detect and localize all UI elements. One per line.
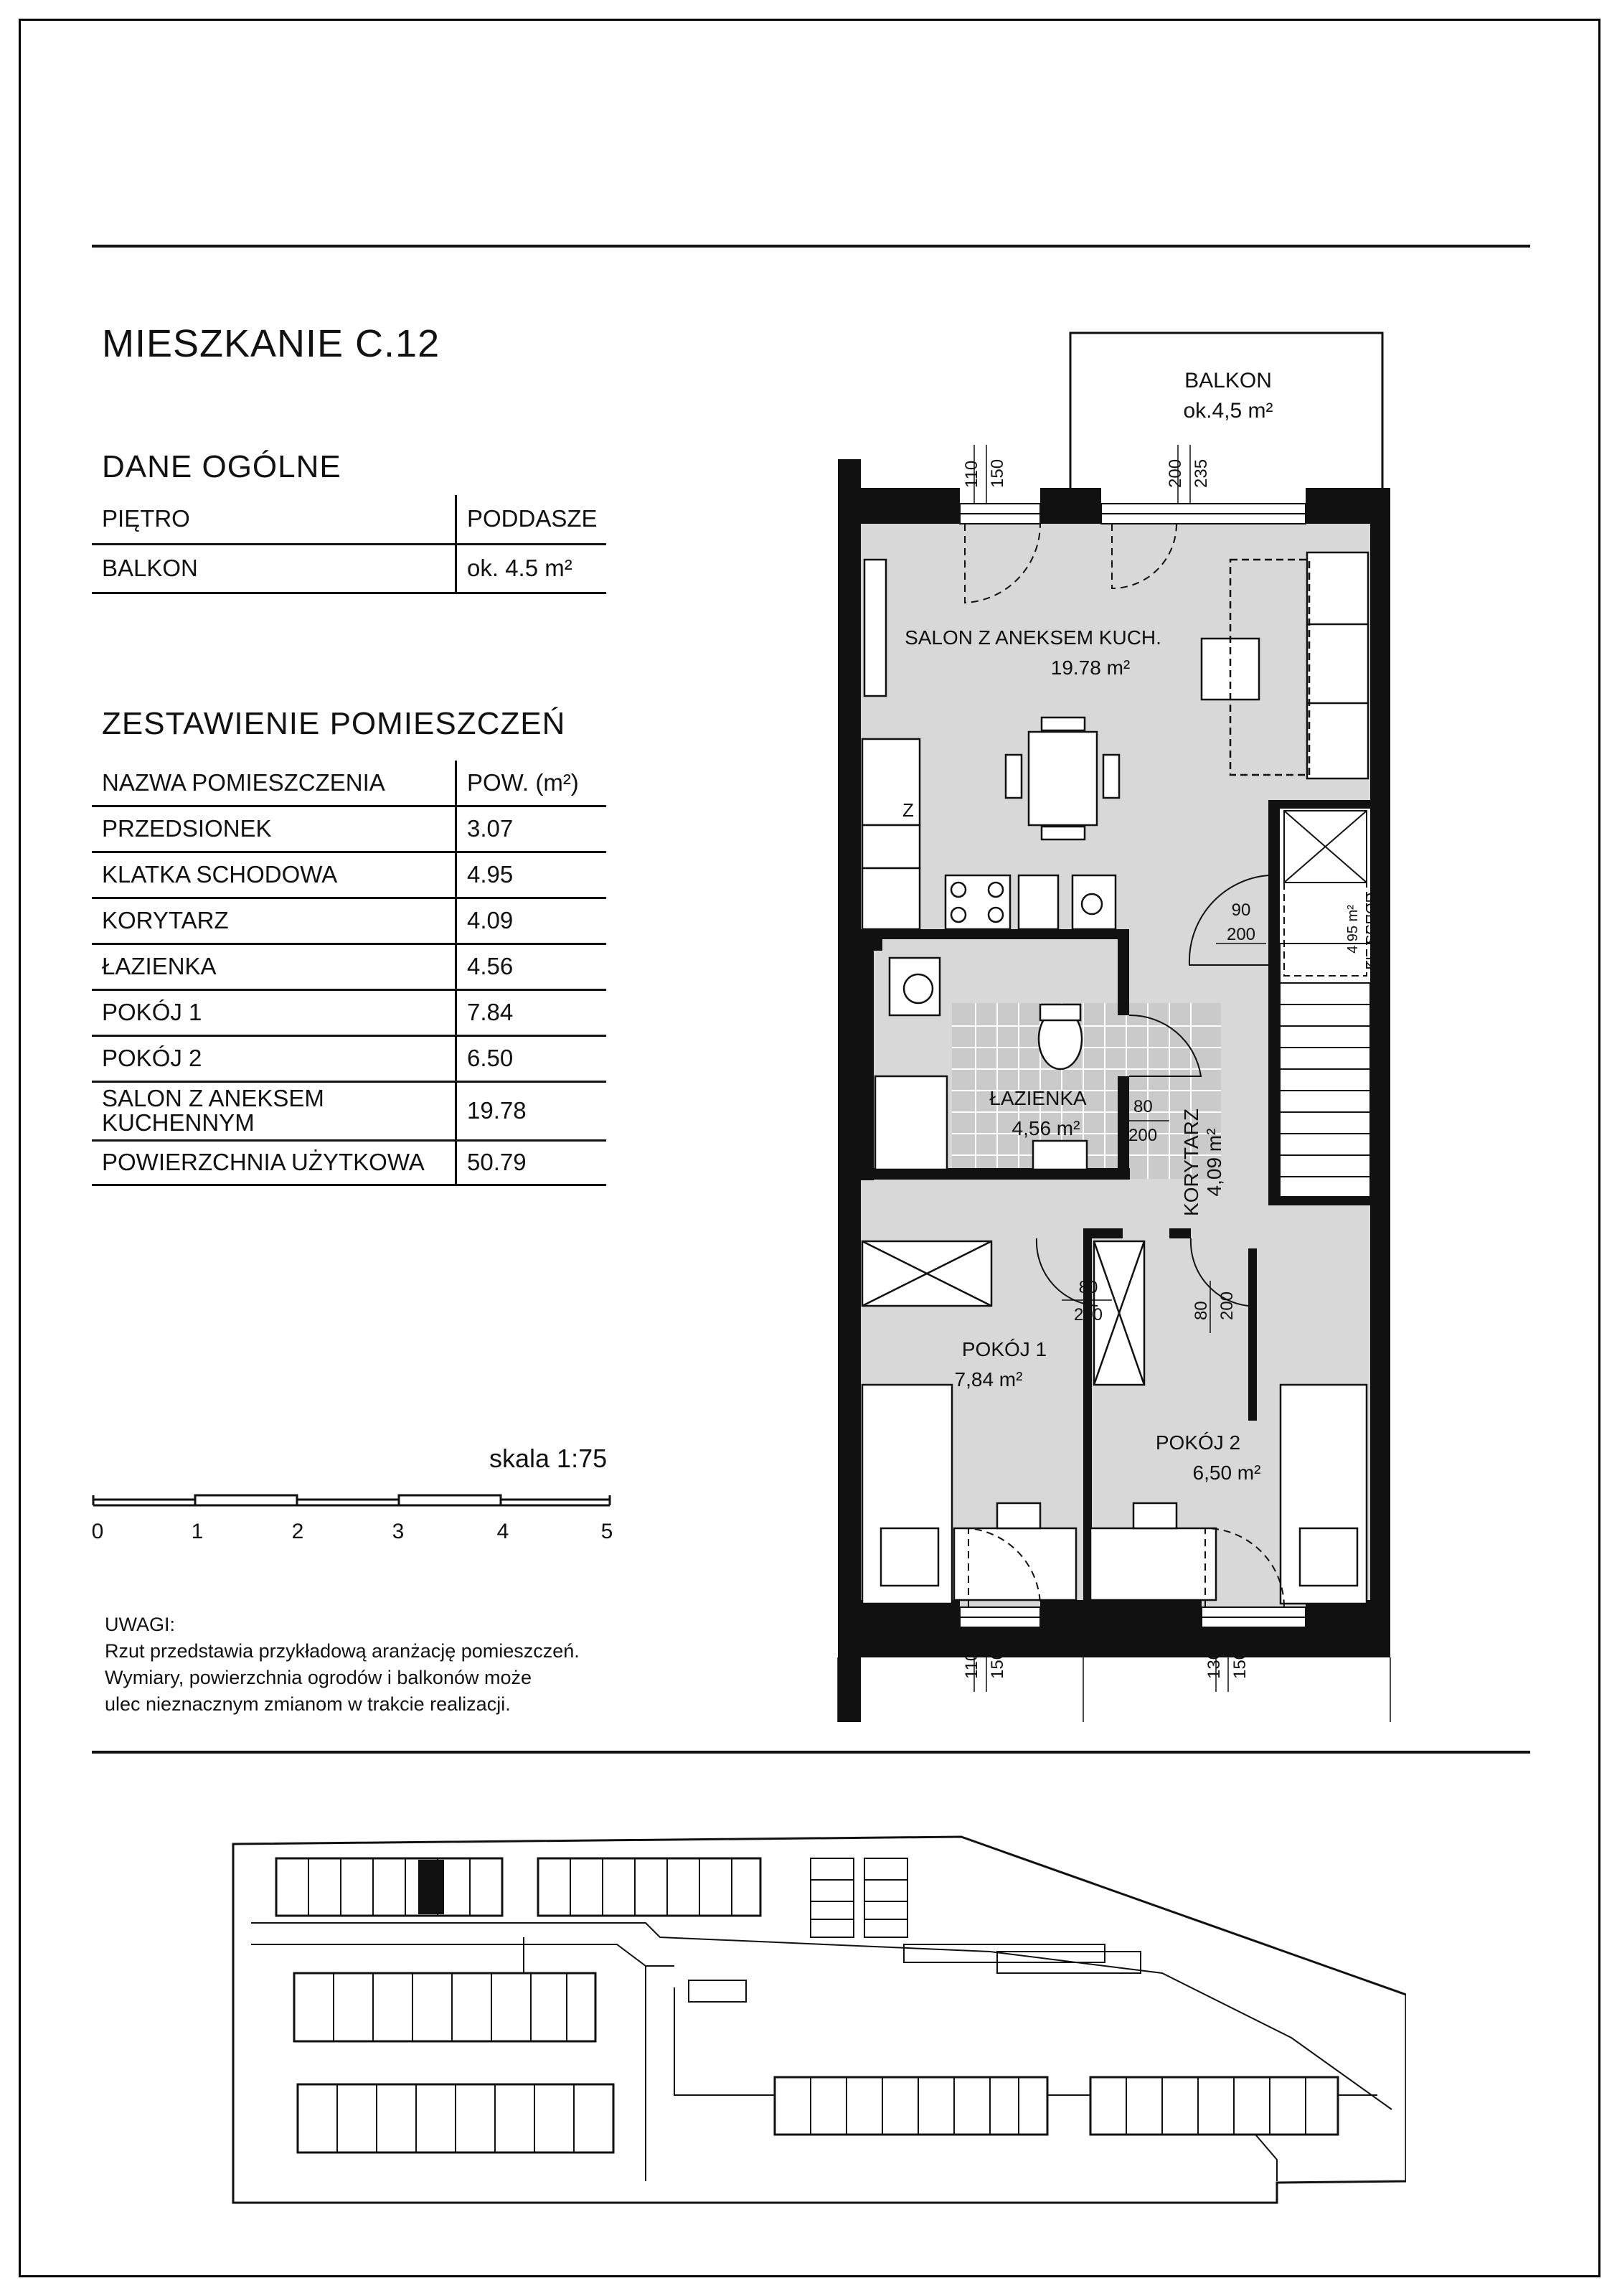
room1-area: 7,84 m² (954, 1368, 1023, 1391)
total-area-value: 50.79 (456, 1140, 607, 1185)
general-table (92, 495, 606, 594)
room-area: 4.56 (456, 944, 607, 989)
room-area: 6.50 (456, 1035, 607, 1081)
bathroom-name: ŁAZIENKA (989, 1087, 1087, 1109)
door-dim: 80 (1133, 1097, 1153, 1116)
notes (105, 1612, 580, 1718)
room-name: ŁAZIENKA (92, 944, 456, 989)
table-row (92, 1140, 606, 1185)
bottom-divider (92, 1751, 1530, 1754)
room-area: 3.07 (456, 806, 607, 852)
site-plan (215, 1822, 1406, 2210)
col-area-header: POW. (m²) (456, 761, 607, 806)
room-name: SALON Z ANEKSEM KUCHENNYM (92, 1081, 456, 1140)
scale-tick: 4 (496, 1520, 509, 1543)
balcony-label: BALKON (92, 544, 456, 593)
table-row (92, 495, 606, 544)
door-dim: 80 (1192, 1301, 1211, 1320)
salon-name: SALON Z ANEKSEM KUCH. (905, 626, 1161, 649)
room-name: PRZEDSIONEK (92, 806, 456, 852)
rooms-table (92, 761, 606, 1186)
window-dim: 110 (962, 460, 981, 488)
corridor-area: 4,09 m² (1203, 1128, 1225, 1197)
scale-tick: 3 (392, 1520, 405, 1543)
corridor-name: KORYTARZ (1180, 1109, 1202, 1216)
balcony-value: ok. 4.5 m² (456, 544, 607, 593)
door-dim: 80 (1078, 1278, 1098, 1297)
room-name: KLATKA SCHODOWA (92, 852, 456, 898)
balcony-name: BALKON (1184, 369, 1272, 392)
room2-area: 6,50 m² (1192, 1462, 1261, 1484)
scale-bar (92, 1485, 616, 1514)
notes-heading: UWAGI: (105, 1614, 175, 1635)
room-area: 19.78 (456, 1081, 607, 1140)
table-row (92, 944, 606, 989)
room-name: KORYTARZ (92, 898, 456, 944)
floor-value: PODDASZE (456, 495, 607, 544)
apartment-title: MIESZKANIE C.12 (102, 322, 440, 365)
window-dim: 150 (988, 1650, 1007, 1679)
general-heading: DANE OGÓLNE (102, 449, 341, 484)
scale-tick: 0 (91, 1520, 104, 1543)
room-area: 4.95 (456, 852, 607, 898)
table-row (92, 989, 606, 1035)
room1-name: POKÓJ 1 (961, 1338, 1047, 1360)
door-dim: 200 (1128, 1126, 1158, 1145)
notes-line: Rzut przedstawia przykładową aranżację pomieszczeń. (105, 1640, 580, 1662)
floor-label: PIĘTRO (92, 495, 456, 544)
scale-tick: 1 (191, 1520, 204, 1543)
table-header (92, 761, 606, 806)
door-dim: 200 (1073, 1305, 1103, 1325)
col-name-header: NAZWA POMIESZCZENIA (92, 761, 456, 806)
table-row (92, 806, 606, 852)
highlighted-unit (418, 1860, 444, 1914)
window-dim: 150 (988, 458, 1007, 488)
total-area-label: POWIERZCHNIA UŻYTKOWA (92, 1140, 456, 1185)
fridge-mark: Z (902, 799, 914, 821)
window-dim: 200 (1166, 458, 1185, 488)
scale-tick: 5 (600, 1520, 613, 1543)
room-name: POKÓJ 1 (92, 989, 456, 1035)
floor-plan (818, 316, 1435, 1722)
table-row (92, 898, 606, 944)
scale-label: skala 1:75 (489, 1444, 608, 1473)
stairs-area: 4,95 m² (1345, 905, 1361, 954)
door-dim: 200 (1226, 925, 1256, 944)
scale-tick: 2 (291, 1520, 304, 1543)
room-area: 7.84 (456, 989, 607, 1035)
window-dim: 110 (962, 1651, 981, 1679)
top-divider (92, 245, 1530, 248)
door-dim: 90 (1231, 900, 1251, 920)
room-area: 4.09 (456, 898, 607, 944)
notes-line: ulec nieznacznym zmianom w trakcie realizacji. (105, 1693, 511, 1715)
table-row (92, 544, 606, 593)
room2-name: POKÓJ 2 (1155, 1431, 1241, 1454)
window-dim: 150 (1230, 1650, 1250, 1679)
salon-area: 19.78 m² (1050, 657, 1131, 679)
bathroom-area: 4,56 m² (1012, 1117, 1080, 1139)
door-dim: 200 (1217, 1291, 1237, 1320)
room-name: POKÓJ 2 (92, 1035, 456, 1081)
table-row (92, 852, 606, 898)
window-dim: 235 (1192, 458, 1211, 488)
balcony-area: ok.4,5 m² (1183, 399, 1273, 423)
window-dim: 130 (1204, 1650, 1224, 1679)
table-row (92, 1035, 606, 1081)
stairs-name: KL. SCHOD. (1364, 888, 1380, 970)
rooms-heading: ZESTAWIENIE POMIESZCZEŃ (102, 706, 566, 741)
notes-line: Wymiary, powierzchnia ogrodów i balkonów może (105, 1667, 532, 1688)
table-row (92, 1081, 606, 1140)
